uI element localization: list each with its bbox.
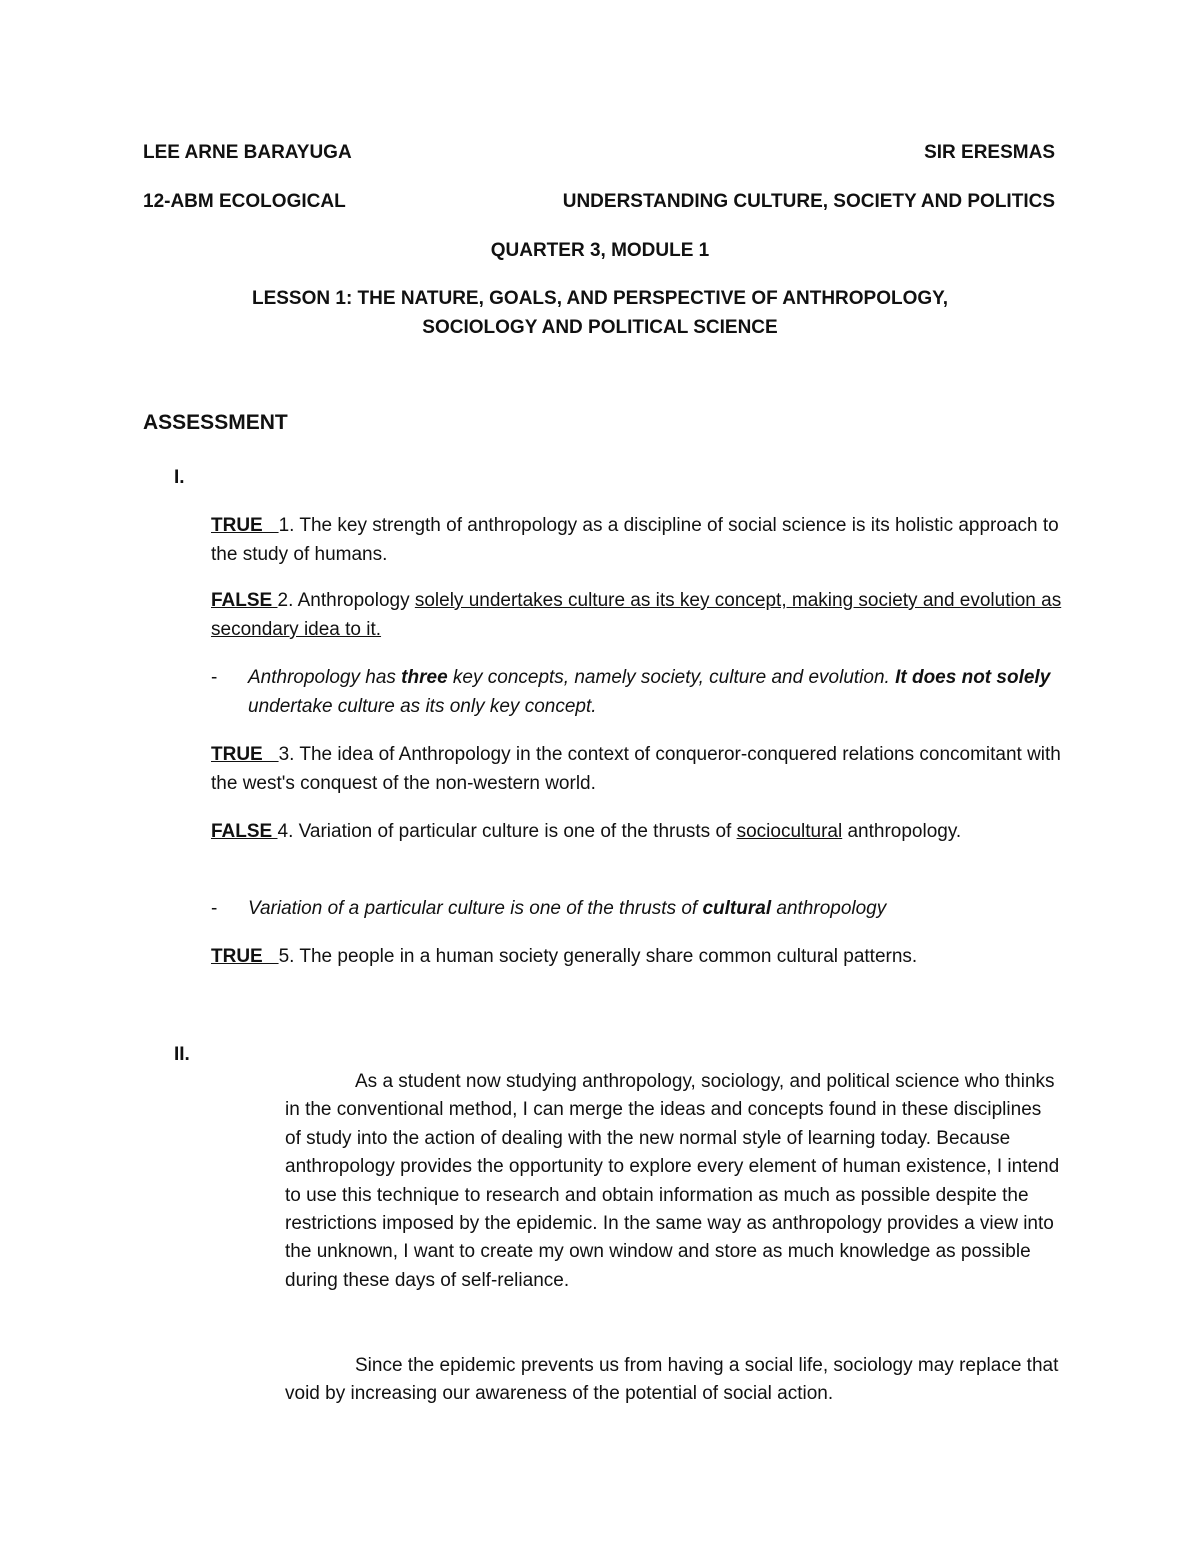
question-item-2 — [211, 586, 1071, 644]
answer-label: TRUE — [211, 946, 279, 967]
answer-label: FALSE — [211, 821, 278, 842]
teacher-name: SIR ERESMAS — [924, 142, 1055, 163]
answer-label: TRUE — [211, 515, 279, 536]
question-item-5 — [211, 942, 1071, 971]
question-text: Anthropology — [293, 590, 415, 611]
question-item-3 — [211, 740, 1071, 798]
answer-label: FALSE — [211, 590, 278, 611]
question-text: The key strength of anthropology as a discipline of social science is its holistic approach to the study of humans. — [211, 515, 1059, 565]
question-number: 4. — [277, 821, 294, 842]
module-title: QUARTER 3, MODULE 1 — [490, 240, 710, 261]
part-1-label: I. — [174, 467, 185, 488]
question-item-1 — [211, 511, 1071, 569]
underlined-phrase: solely undertakes culture as its key concept, making society and evolution as secondary idea to it. — [211, 590, 1062, 640]
question-text: The idea of Anthropology in the context of conqueror-conquered relations concomitant with the west's conquest of the non-western world. — [211, 744, 1061, 794]
note-text: Variation of a particular culture is one of the thrusts of cultural anthropology — [248, 898, 887, 919]
question-number: 3. — [278, 744, 295, 765]
note-dash: - — [211, 667, 218, 688]
question-number: 2. — [277, 590, 294, 611]
question-number: 5. — [278, 946, 295, 967]
underlined-phrase: sociocultural — [736, 821, 843, 842]
question-text-end: anthropology. — [842, 821, 962, 842]
student-name: LEE ARNE BARAYUGA — [143, 142, 352, 163]
question-text: Variation of particular culture is one of the thrusts of — [293, 821, 737, 842]
answer-label: TRUE — [211, 744, 279, 765]
note-dash: - — [211, 898, 218, 919]
lesson-title — [0, 284, 1200, 342]
question-item-4 — [211, 817, 1071, 846]
question-text: The people in a human society generally share common cultural patterns. — [294, 946, 918, 967]
correction-note-4 — [211, 894, 1071, 923]
student-section: 12-ABM ECOLOGICAL — [143, 191, 346, 212]
lesson-title-line-2: SOCIOLOGY AND POLITICAL SCIENCE — [422, 317, 778, 338]
correction-note-2 — [211, 663, 1071, 721]
lesson-title-line-1: LESSON 1: THE NATURE, GOALS, AND PERSPECTIVE OF ANTHROPOLOGY, — [251, 288, 949, 309]
note-text: Anthropology has three key concepts, namely society, culture and evolution. It does not solely undertake culture as its only key concept. — [248, 667, 1051, 717]
subject-title: UNDERSTANDING CULTURE, SOCIETY AND POLITICS — [562, 191, 1055, 212]
essay-paragraph-1: As a student now studying anthropology, sociology, and political science who thinks in the conventional method, I can merge the ideas and concepts found in these disciplines of study into the action of dealing with the new normal style of learning today. Because anthropology provides the opportunity to explore every element of human existence, I intend to use this technique to research and obtain information as much as possible despite the restrictions imposed by the epidemic. In the same way as anthropology provides a view into the unknown, I want to create my own window and store as much knowledge as possible during these days of self-reliance. — [285, 1071, 1060, 1291]
question-number: 1. — [278, 515, 295, 536]
part-2-label: II. — [174, 1044, 190, 1065]
assessment-heading: ASSESSMENT — [143, 411, 288, 434]
essay-paragraph-2: Since the epidemic prevents us from having a social life, sociology may replace that void by increasing our awareness of the potential of social action. — [285, 1355, 1059, 1405]
